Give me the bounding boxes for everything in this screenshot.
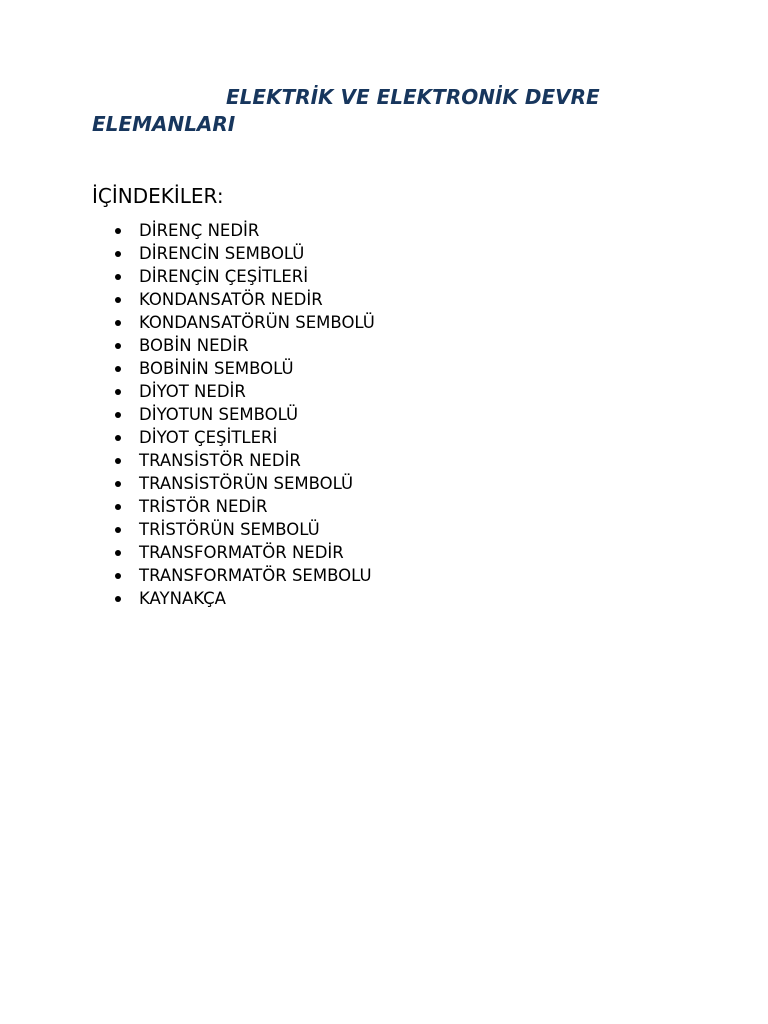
bullet-icon xyxy=(115,320,121,326)
toc-item xyxy=(92,219,375,242)
toc-item-label: TRİSTÖRÜN SEMBOLÜ xyxy=(139,520,320,539)
bullet-icon xyxy=(115,458,121,464)
toc-item-label: DİYOTUN SEMBOLÜ xyxy=(139,405,299,424)
bullet-icon xyxy=(115,504,121,510)
bullet-icon xyxy=(115,435,121,441)
toc-item xyxy=(92,426,375,449)
bullet-icon xyxy=(115,343,121,349)
document-title: ELEKTRİK VE ELEKTRONİK DEVRE ELEMANLARI xyxy=(92,85,600,136)
toc-item xyxy=(92,495,375,518)
bullet-icon xyxy=(115,366,121,372)
toc-heading: İÇİNDEKİLER: xyxy=(92,184,224,208)
toc-item-label: KONDANSATÖRÜN SEMBOLÜ xyxy=(139,313,375,332)
toc-item xyxy=(92,564,375,587)
toc-item xyxy=(92,472,375,495)
toc-item xyxy=(92,242,375,265)
toc-item-label: TRANSFORMATÖR NEDİR xyxy=(139,543,344,562)
toc-item xyxy=(92,449,375,472)
toc-item-label: BOBİN NEDİR xyxy=(139,336,249,355)
toc-item-label: DİRENÇ NEDİR xyxy=(139,221,260,240)
toc-item-label: DİRENÇİN ÇEŞİTLERİ xyxy=(139,267,309,286)
toc-item xyxy=(92,380,375,403)
toc-item xyxy=(92,518,375,541)
toc-item xyxy=(92,541,375,564)
toc-item xyxy=(92,357,375,380)
toc-item xyxy=(92,311,375,334)
toc-item-label: TRANSİSTÖR NEDİR xyxy=(139,451,301,470)
bullet-icon xyxy=(115,251,121,257)
toc-item xyxy=(92,288,375,311)
toc-item-label: DİYOT NEDİR xyxy=(139,382,246,401)
toc-item xyxy=(92,403,375,426)
toc-item-label: TRİSTÖR NEDİR xyxy=(139,497,268,516)
toc-item-label: KONDANSATÖR NEDİR xyxy=(139,290,323,309)
toc-item-label: DİRENCİN SEMBOLÜ xyxy=(139,244,305,263)
toc-item-label: BOBİNİN SEMBOLÜ xyxy=(139,359,294,378)
bullet-icon xyxy=(115,596,121,602)
bullet-icon xyxy=(115,573,121,579)
toc-item-label: KAYNAKÇA xyxy=(139,589,226,608)
bullet-icon xyxy=(115,297,121,303)
bullet-icon xyxy=(115,550,121,556)
bullet-icon xyxy=(115,527,121,533)
toc-list xyxy=(92,219,375,610)
toc-item-label: TRANSFORMATÖR SEMBOLU xyxy=(139,566,372,585)
toc-item xyxy=(92,265,375,288)
toc-item xyxy=(92,334,375,357)
bullet-icon xyxy=(115,412,121,418)
bullet-icon xyxy=(115,389,121,395)
bullet-icon xyxy=(115,274,121,280)
toc-item-label: TRANSİSTÖRÜN SEMBOLÜ xyxy=(139,474,354,493)
toc-item xyxy=(92,587,375,610)
toc-item-label: DİYOT ÇEŞİTLERİ xyxy=(139,428,278,447)
bullet-icon xyxy=(115,481,121,487)
bullet-icon xyxy=(115,228,121,234)
